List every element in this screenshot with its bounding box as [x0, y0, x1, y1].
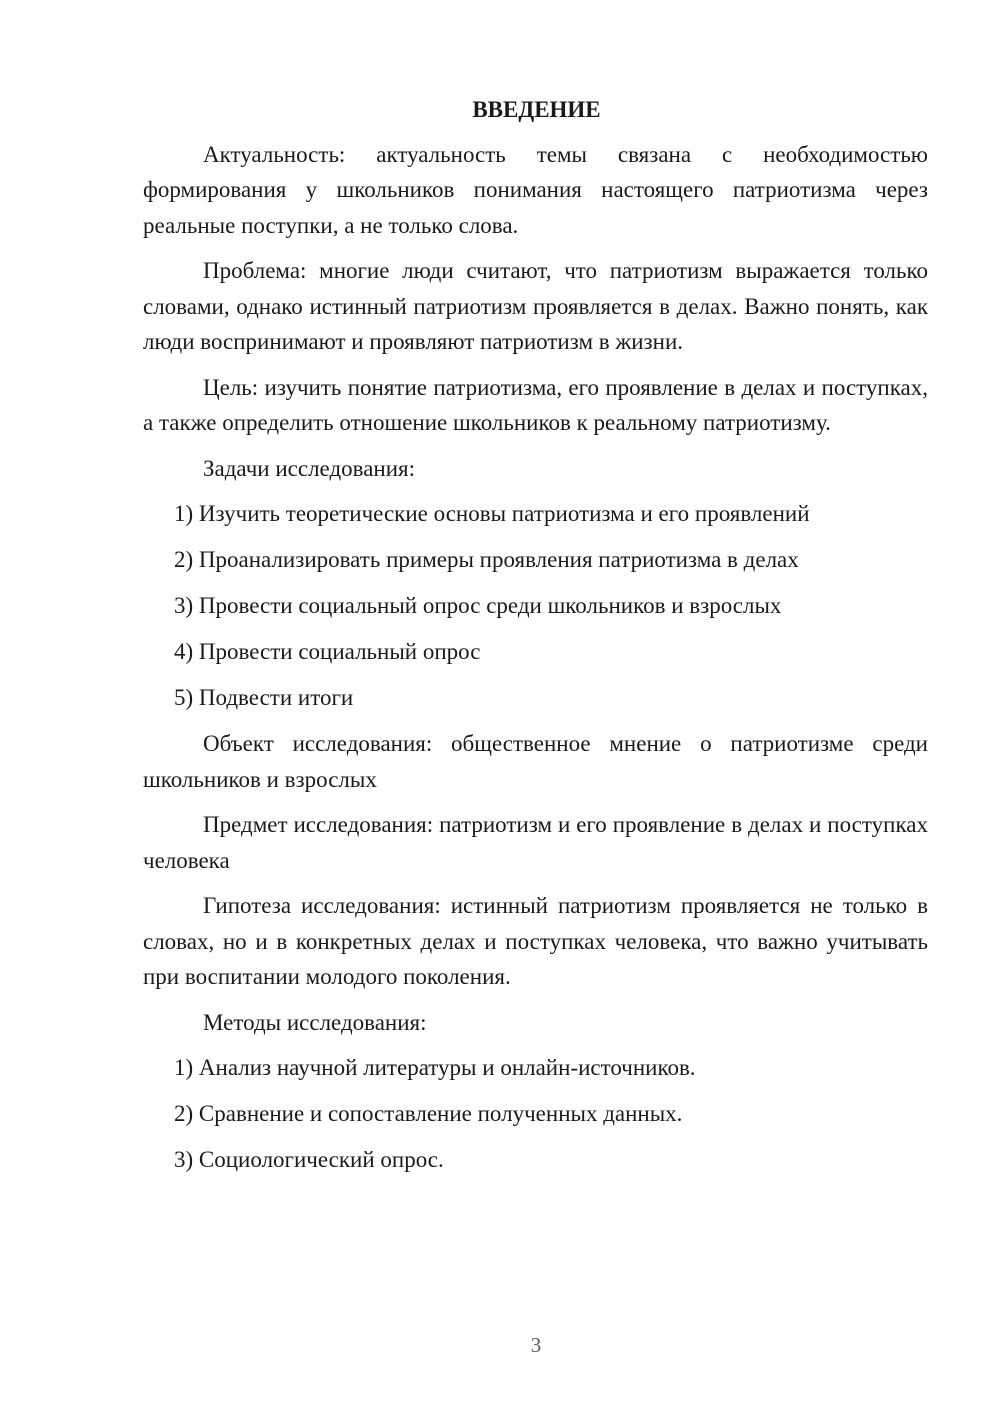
task-item: 1) Изучить теоретические основы патриотизма и его проявлений: [174, 501, 810, 526]
document-page: [143, 92, 928, 1188]
methods-list: [143, 1050, 928, 1178]
goal-paragraph: Цель: изучить понятие патриотизма, его проявление в делах и поступках, а также определить отношение школьников к реальному патриотизму.: [143, 374, 928, 435]
task-item: 5) Подвести итоги: [174, 685, 354, 710]
document-title: ВВЕДЕНИЕ: [472, 97, 601, 122]
relevance-paragraph: Актуальность: актуальность темы связана с необходимостью формирования у школьников понимания настоящего патриотизма через реальные поступки, а не только слова.: [143, 141, 928, 238]
hypothesis-paragraph: Гипотеза исследования: истинный патриотизм проявляется не только в словах, но и в конкретных делах и поступках человека, что важно учитывать при воспитании молодого поколения.: [143, 893, 928, 989]
problem-paragraph: Проблема: многие люди считают, что патриотизм выражается только словами, однако истинный патриотизм проявляется в делах. Важно понять, как люди воспринимают и проявляют патриотизм в жизни.: [143, 258, 928, 354]
method-item: 2) Сравнение и сопоставление полученных данных.: [174, 1101, 683, 1126]
object-paragraph: Объект исследования: общественное мнение о патриотизме среди школьников и взрослых: [143, 731, 928, 792]
task-item: 2) Проанализировать примеры проявления патриотизма в делах: [174, 547, 799, 572]
task-item: 4) Провести социальный опрос: [174, 639, 481, 664]
task-item: 3) Провести социальный опрос среди школьников и взрослых: [174, 593, 782, 618]
subject-paragraph: Предмет исследования: патриотизм и его проявление в делах и поступках человека: [143, 812, 928, 873]
methods-heading: Методы исследования:: [203, 1009, 427, 1035]
tasks-heading: Задачи исследования:: [203, 455, 416, 481]
tasks-list: [143, 496, 928, 716]
method-item: 1) Анализ научной литературы и онлайн-источников.: [174, 1055, 696, 1080]
page-number: 3: [530, 1333, 542, 1357]
method-item: 3) Социологический опрос.: [174, 1147, 444, 1172]
